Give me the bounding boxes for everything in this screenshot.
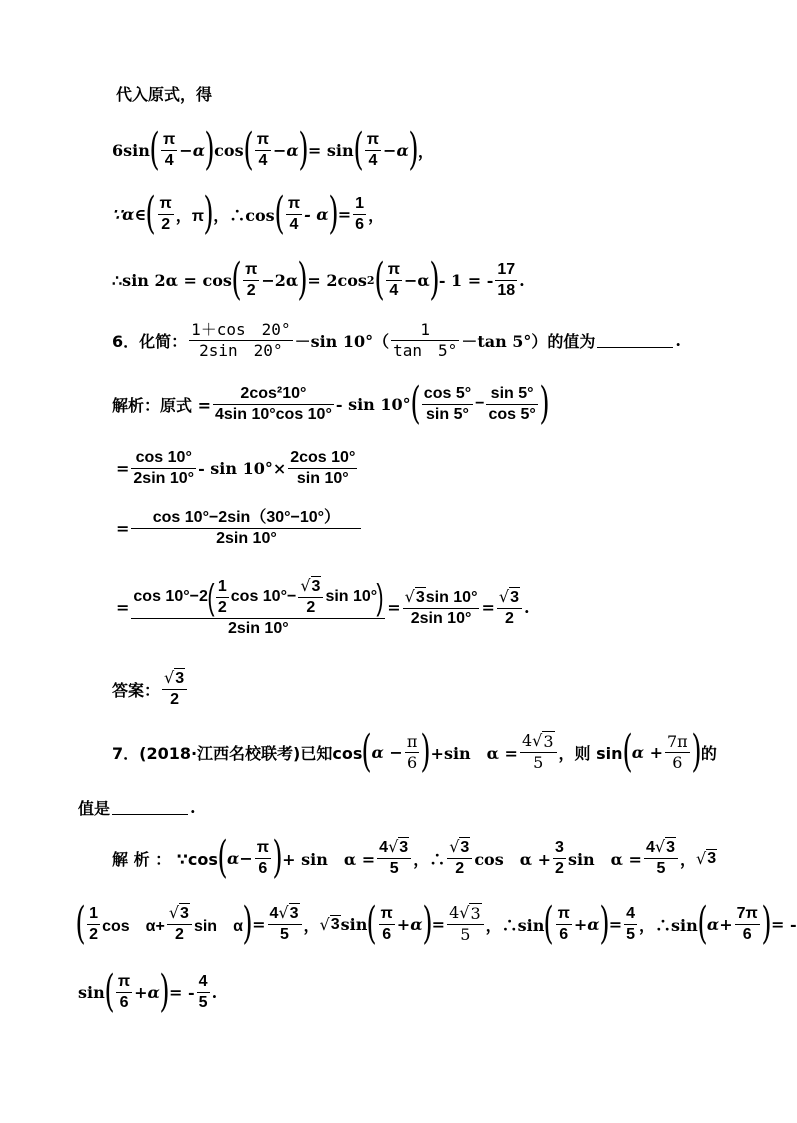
paren: ( <box>373 254 385 305</box>
paren: ( <box>361 726 373 777</box>
paren: ) <box>408 124 419 175</box>
term: sin α = <box>567 849 642 869</box>
fraction: 4 √ 3 5 <box>377 837 411 879</box>
term: α− <box>227 848 253 868</box>
solution-step <box>116 508 363 549</box>
term: +α <box>134 982 160 1002</box>
fraction: $\frac{\pi}{2}$ <box>159 194 172 233</box>
term: cos α+ <box>102 917 165 935</box>
solution-7-cont <box>78 966 218 1017</box>
fraction: $\frac{1}{\tan 5^\circ}$ <box>393 320 458 360</box>
term: cos α + <box>474 849 552 869</box>
solution-7-cont <box>75 898 797 949</box>
fraction: 4 √ 3 5 <box>447 903 484 945</box>
paren: ) <box>761 898 772 949</box>
fraction: $\frac{\pi}{6}$ <box>557 904 570 943</box>
term: = <box>337 204 352 224</box>
fraction: cos 10°−2 ( $\frac{1}{2}$ cos 10°− √ 3 2 sin 10° ) 2sin 10° <box>133 576 384 637</box>
term: ，∴sin <box>639 915 698 935</box>
question-6 <box>112 320 681 361</box>
fraction: $\frac{17}{18}$ <box>497 260 516 299</box>
fraction: $\frac{\cos 5^\circ}{\sin 5^\circ}$ <box>423 384 472 423</box>
paren: ( <box>104 966 115 1017</box>
paren: ) <box>272 832 283 883</box>
fraction: $\frac{2\cos 10^\circ}{\sin 10^\circ}$ <box>290 449 356 487</box>
term: = <box>252 914 266 934</box>
paren: ) <box>539 378 550 429</box>
term: ， <box>417 141 434 161</box>
paren: ) <box>598 898 610 949</box>
term: = <box>608 914 623 934</box>
term: ， <box>368 205 385 225</box>
fraction: $\frac{1}{2}$ <box>89 904 99 943</box>
fraction: 4 √ 3 5 <box>520 731 557 773</box>
term: + sin α = <box>282 849 376 869</box>
paren: ) <box>242 898 253 949</box>
fraction: $\frac{\pi}{6}$ <box>406 731 418 772</box>
fraction: √ 3 2 <box>497 587 522 629</box>
question-label: 6．化简： <box>112 332 188 351</box>
sqrt: √ 3 <box>319 914 340 934</box>
fraction: $\frac{\pi}{4}$ <box>366 130 380 169</box>
fraction: √ 3 2 <box>447 837 472 879</box>
paren: ( <box>366 898 378 949</box>
term: - sin 10° <box>335 394 411 414</box>
fraction: $\frac{4}{5}$ <box>626 904 636 943</box>
term: −2α <box>261 270 299 290</box>
fraction: $\frac{\pi}{4}$ <box>287 194 301 233</box>
paren: ) <box>159 966 170 1017</box>
term: α − <box>371 742 403 762</box>
answer-label: 答案： <box>112 680 161 700</box>
paren: ) <box>204 124 215 175</box>
term: sin α <box>193 917 243 935</box>
term: = <box>481 598 495 617</box>
term: +α <box>573 914 600 934</box>
fraction: √ 3 sin 10° 2sin 10° <box>404 586 478 627</box>
term: +α <box>396 914 423 934</box>
term: −α <box>273 140 299 160</box>
paren: ) <box>328 188 339 239</box>
fraction: $\frac{7\pi}{6}$ <box>666 731 688 772</box>
fraction: $\frac{\pi}{2}$ <box>245 260 258 299</box>
paren: ( <box>621 726 633 777</box>
term: ∴sin 2α = cos <box>112 270 232 290</box>
superscript: 2 <box>366 273 375 287</box>
term: －tan 5°）的值为 <box>461 332 596 351</box>
term: . <box>190 798 196 817</box>
term: . <box>675 331 681 350</box>
fraction: $\frac{\pi}{4}$ <box>163 130 176 169</box>
question-7-cont <box>78 796 196 819</box>
term: = <box>116 519 130 538</box>
substitute-text: 代入原式，得 <box>116 85 213 104</box>
fraction: $\frac{\pi}{6}$ <box>380 904 393 943</box>
fraction: $\frac{1}{6}$ <box>355 194 365 233</box>
term: −α <box>403 270 430 290</box>
term: −α <box>179 140 205 160</box>
term: = <box>116 598 130 617</box>
question-7 <box>112 726 717 777</box>
term: 6sin <box>112 140 150 160</box>
term: - α <box>304 204 329 224</box>
term: ，则 sin <box>558 743 623 763</box>
term: α + <box>631 742 663 762</box>
fraction: $\frac{\pi}{4}$ <box>256 130 270 169</box>
fraction: $\frac{\pi}{4}$ <box>387 260 400 299</box>
solution-step <box>116 448 359 489</box>
term: . <box>211 982 218 1002</box>
fraction: $\frac{\cos 10^\circ}{2\sin 10^\circ}$ <box>133 449 195 487</box>
term: 值是 <box>78 799 111 818</box>
paren: ( <box>75 898 86 949</box>
fraction: $\frac{\text{2cos²10°}}{4\sin 10^\circ\cos 10^\circ}$ <box>214 384 332 423</box>
term: sin <box>78 982 105 1002</box>
term: 的 <box>700 743 717 763</box>
fraction: $\frac{7\pi}{6}$ <box>736 904 758 943</box>
fraction: $\frac{\sin 5^\circ}{\cos 5^\circ}$ <box>488 384 536 423</box>
term: +sin α = <box>430 743 518 763</box>
paren: ( <box>145 188 157 239</box>
paren: ( <box>274 188 285 239</box>
term: −α <box>383 140 409 160</box>
fraction: $\frac{1+\cos 20^\circ}{2\sin 20^\circ}$ <box>191 320 291 360</box>
term: ， <box>679 849 696 869</box>
fraction: √ 3 2 <box>167 903 192 945</box>
term: - 1 = - <box>438 270 494 290</box>
fraction: 4 √ 3 5 <box>268 903 302 945</box>
paren: ) <box>298 124 309 175</box>
paren: ( <box>243 124 254 175</box>
solution-label: 解析：原式 = <box>112 395 211 415</box>
text-line <box>116 82 212 105</box>
fraction: √ 3 2 <box>162 668 187 710</box>
solution-7 <box>112 832 717 883</box>
term: . <box>524 598 530 617</box>
fraction: $\frac{4}{5}$ <box>198 972 208 1011</box>
term: = <box>387 598 401 617</box>
paren: ) <box>203 188 214 239</box>
equation-line <box>112 254 525 305</box>
term: ，∴sin <box>485 915 545 935</box>
term: = - <box>169 982 195 1002</box>
fraction: $\frac{\pi}{6}$ <box>256 838 269 877</box>
term: cos <box>214 140 244 160</box>
term: －sin 10°（ <box>294 332 390 351</box>
paren: ) <box>691 726 702 777</box>
paren: ( <box>697 898 708 949</box>
paren: ) <box>297 254 308 305</box>
term: sin <box>340 914 368 934</box>
paren: ( <box>543 898 555 949</box>
term: ∵α∈ <box>112 204 147 224</box>
term: ， <box>303 915 320 935</box>
term: = <box>116 459 130 478</box>
paren: ( <box>353 124 364 175</box>
term: − <box>475 395 485 412</box>
term: α+ <box>706 914 733 934</box>
term: = sin <box>307 140 354 160</box>
paren: ( <box>149 124 160 175</box>
solution-label: 解 析 ： ∵cos <box>112 849 218 869</box>
equation-line <box>112 188 385 239</box>
solution-6 <box>112 378 550 429</box>
term: = 2cos <box>307 270 367 290</box>
paren: ( <box>231 254 242 305</box>
paren: ) <box>429 254 440 305</box>
paren: ) <box>421 898 433 949</box>
fraction: $\frac{3}{2}$ <box>555 838 564 877</box>
term: ，∴ <box>413 849 446 869</box>
term: - sin 10°× <box>198 459 287 478</box>
term: ，∴cos <box>213 205 275 225</box>
paren: ( <box>217 832 228 883</box>
term: = - <box>770 914 797 934</box>
answer-6 <box>112 668 189 710</box>
answer-blank[interactable] <box>597 333 673 348</box>
answer-blank[interactable] <box>112 800 188 815</box>
term: . <box>519 270 525 290</box>
question-label: 7．(2018·江西名校联考)已知cos <box>112 743 363 763</box>
fraction: 4 √ 3 5 <box>644 837 678 879</box>
term: ，π <box>175 207 205 225</box>
solution-step <box>116 576 530 639</box>
sqrt: √ 3 <box>695 848 717 868</box>
fraction: $\frac{\pi}{6}$ <box>117 972 131 1011</box>
term: = <box>431 914 446 934</box>
fraction: $\frac{\cos 10^\circ-2\sin(30^\circ-10^\circ)}{2\sin 10^\circ}$ <box>131 508 361 549</box>
paren: ) <box>420 726 432 777</box>
paren: ( <box>410 378 421 429</box>
equation-line <box>112 124 434 175</box>
